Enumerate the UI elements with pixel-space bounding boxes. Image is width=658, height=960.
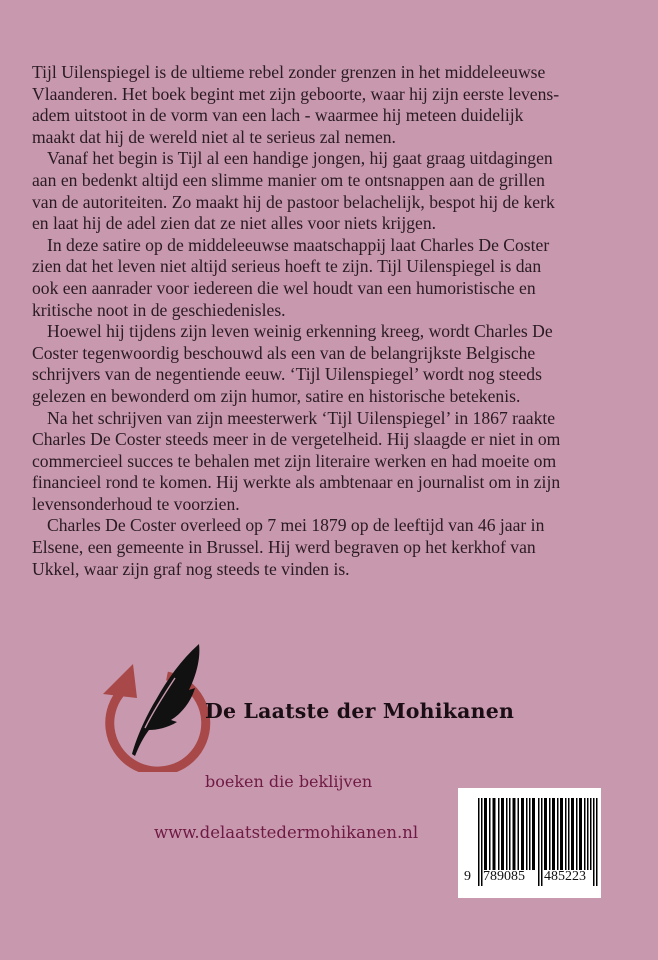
publisher-name: De Laatste der Mohikanen bbox=[205, 699, 515, 723]
text-line: gelezen en bewonderd om zijn humor, satire en historische betekenis. bbox=[32, 385, 521, 406]
paragraph-5 bbox=[32, 408, 632, 516]
text-line: Charles De Coster overleed op 7 mei 1879 op de leeftijd van 46 jaar in bbox=[47, 515, 545, 536]
text-line: Vlaanderen. Het boek begint met zijn geboorte, waar hij zijn eerste levens- bbox=[32, 83, 560, 104]
publisher-website-link[interactable]: www.delaatstedermohikanen.nl bbox=[154, 823, 419, 842]
text-line: levensonderhoud te voorzien. bbox=[32, 493, 240, 514]
text-line: Elsene, een gemeente in Brussel. Hij werd begraven op het kerkhof van bbox=[32, 537, 536, 558]
isbn-left-group: 789085 bbox=[483, 869, 525, 884]
isbn-right-group: 485223 bbox=[544, 869, 586, 884]
text-line: In deze satire op de middeleeuwse maatschappij laat Charles De Coster bbox=[47, 234, 550, 255]
paragraph-4 bbox=[32, 321, 632, 407]
text-line: maakt dat hij de wereld niet al te serieus zal nemen. bbox=[32, 126, 396, 147]
text-line: Hoewel hij tijdens zijn leven weinig erkenning kreeg, wordt Charles De bbox=[47, 321, 553, 342]
paragraph-6 bbox=[32, 515, 632, 580]
text-line: Coster tegenwoordig beschouwd als een van de belangrijkste Belgische bbox=[32, 342, 536, 363]
paragraph-3 bbox=[32, 235, 632, 321]
text-line: financieel rond te komen. Hij werkte als ambtenaar en journalist om in zijn bbox=[32, 472, 561, 493]
feather-circular-arrow-icon bbox=[95, 632, 215, 772]
text-line: commercieel succes te behalen met zijn literaire werken en had moeite om bbox=[32, 450, 557, 471]
publisher-logo bbox=[95, 632, 215, 772]
text-line: Ukkel, waar zijn graf nog steeds te vinden is. bbox=[32, 558, 350, 579]
text-line: schrijvers van de negentiende eeuw. ‘Tijl Uilenspiegel’ wordt nog steeds bbox=[32, 364, 542, 385]
paragraph-1 bbox=[32, 62, 632, 148]
text-line: zien dat het leven niet altijd serieus hoeft te zijn. Tijl Uilenspiegel is dan bbox=[32, 256, 542, 277]
text-line: van de autoriteiten. Zo maakt hij de pastoor belachelijk, bespot hij de kerk bbox=[32, 191, 555, 212]
text-line: kritische noot in de geschiedenisles. bbox=[32, 299, 286, 320]
text-line: ook een aanrader voor iedereen die wel houdt van een humoristische en bbox=[32, 277, 536, 298]
text-line: aan en bedenkt altijd een slimme manier om te ontsnappen aan de grillen bbox=[32, 169, 545, 190]
text-line: Vanaf het begin is Tijl al een handige jongen, hij gaat graag uitdagingen bbox=[47, 148, 553, 169]
text-line: adem uitstoot in de vorm van een lach - waarmee hij meteen duidelijk bbox=[32, 105, 524, 126]
isbn-barcode bbox=[458, 788, 601, 898]
publisher-tagline: boeken die beklijven bbox=[205, 772, 373, 791]
text-line: Charles De Coster steeds meer in de vergetelheid. Hij slaagde er niet in om bbox=[32, 429, 561, 450]
paragraph-2 bbox=[32, 148, 632, 234]
text-line: Tijl Uilenspiegel is de ultieme rebel zonder grenzen in het middeleeuwse bbox=[32, 62, 546, 82]
text-line: en laat hij de adel zien dat ze niet alles voor niets krijgen. bbox=[32, 213, 437, 234]
text-line: Na het schrijven van zijn meesterwerk ‘Tijl Uilenspiegel’ in 1867 raakte bbox=[47, 407, 556, 428]
isbn-first-digit: 9 bbox=[464, 869, 471, 884]
back-cover-blurb bbox=[32, 62, 632, 580]
